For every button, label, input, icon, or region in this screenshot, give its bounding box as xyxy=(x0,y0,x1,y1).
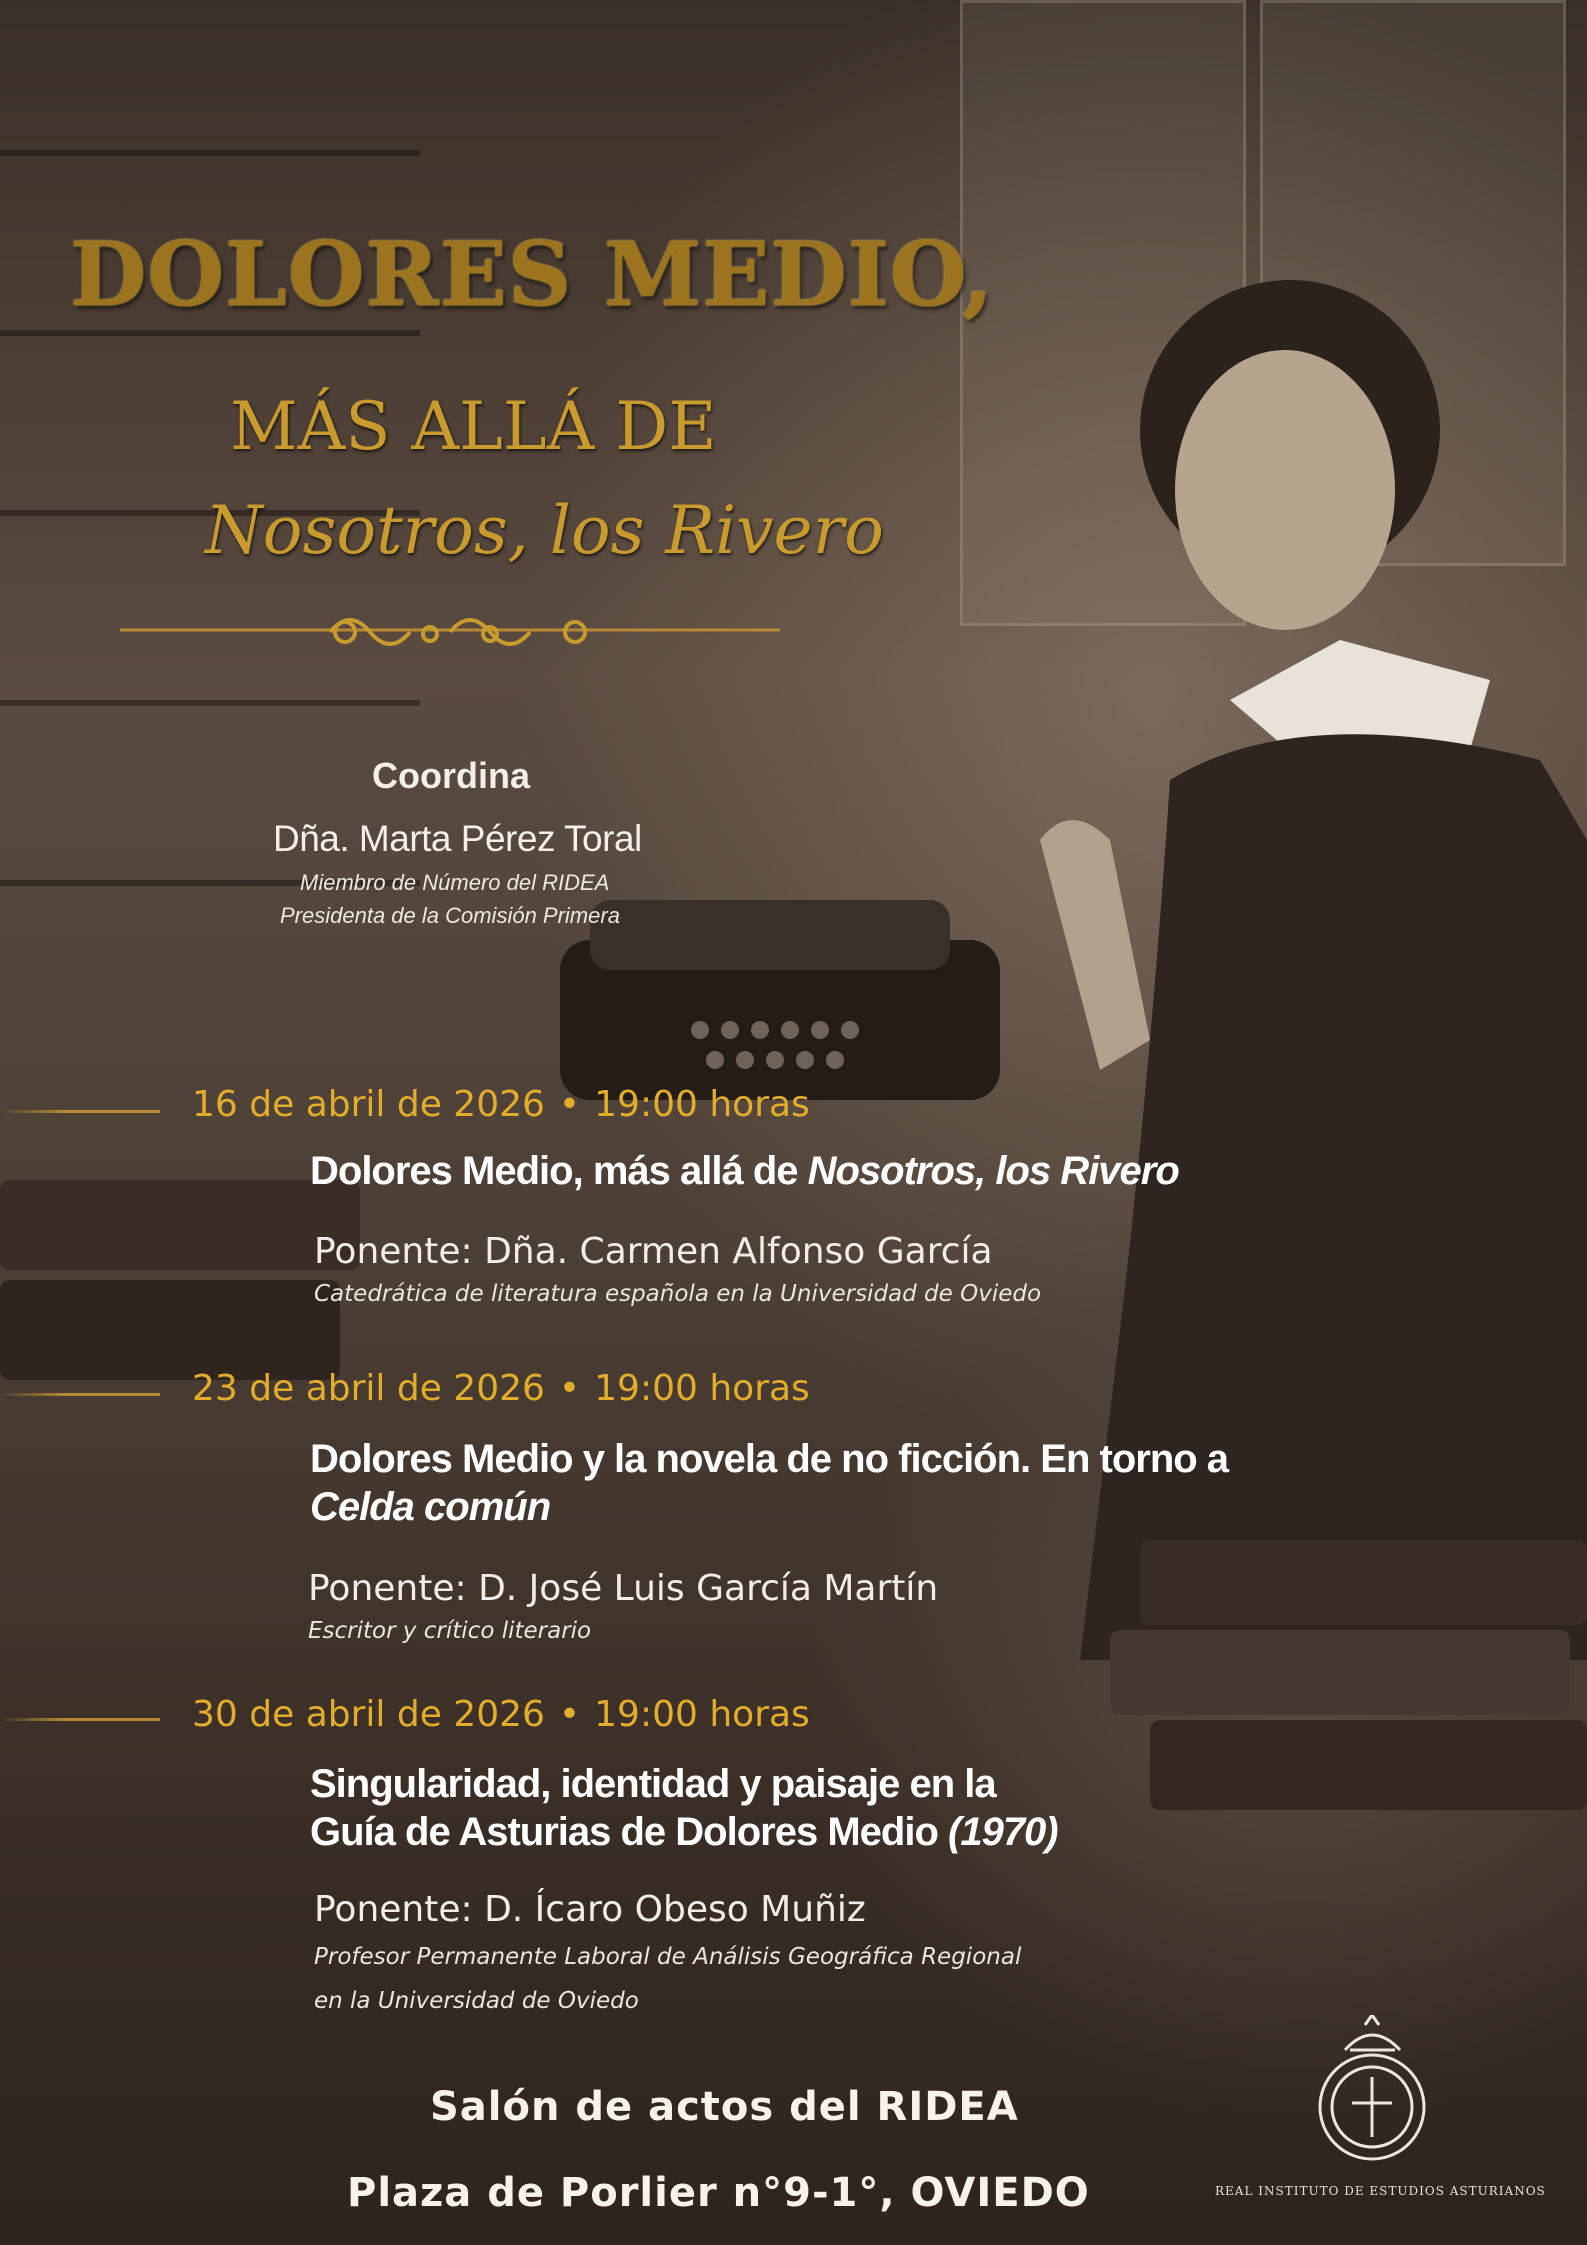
coordinator-role-1: Miembro de Número del RIDEA xyxy=(300,870,610,895)
logo-caption: REAL INSTITUTO DE ESTUDIOS ASTURIANOS xyxy=(1215,2184,1546,2198)
poster-subtitle-italic: Nosotros, los Rivero xyxy=(205,492,884,569)
coordination-label: Coordina xyxy=(372,755,530,796)
session-title-3: Singularidad, identidad y paisaje en la Guía de Asturias de Dolores Medio (1970) xyxy=(310,1762,1058,1854)
ridea-crest-icon xyxy=(1310,2015,1435,2165)
session-title-1: Dolores Medio, más allá de Nosotros, los Rivero xyxy=(310,1149,1179,1193)
poster-title: DOLORES MEDIO, xyxy=(70,222,994,326)
poster-subtitle: MÁS ALLÁ DE xyxy=(230,388,717,465)
session-speaker-role-3a: Profesor Permanente Laboral de Análisis Geográfica Regional xyxy=(314,1944,1022,1970)
stacked-books-image xyxy=(1090,1520,1587,1820)
session-speaker-2: Ponente: D. José Luis García Martín xyxy=(308,1568,939,1609)
coordinator-role-2: Presidenta de la Comisión Primera xyxy=(280,903,620,928)
session-date-1: 16 de abril de 2026 • 19:00 horas xyxy=(192,1084,810,1125)
session-speaker-role-3b: en la Universidad de Oviedo xyxy=(314,1988,639,2014)
venue-address: Plaza de Porlier n°9-1°, OVIEDO xyxy=(347,2170,1090,2216)
session-rule xyxy=(0,1393,160,1396)
session-speaker-3: Ponente: D. Ícaro Obeso Muñiz xyxy=(314,1889,866,1930)
session-rule xyxy=(0,1718,160,1721)
session-speaker-role-1: Catedrática de literatura española en la Universidad de Oviedo xyxy=(314,1281,1042,1307)
venue-name: Salón de actos del RIDEA xyxy=(430,2084,1019,2130)
session-speaker-1: Ponente: Dña. Carmen Alfonso García xyxy=(314,1231,993,1272)
session-title-2: Dolores Medio y la novela de no ficción. En torno a Celda común xyxy=(310,1437,1229,1529)
session-date-2: 23 de abril de 2026 • 19:00 horas xyxy=(192,1368,810,1409)
session-rule xyxy=(0,1110,160,1113)
coordinator-name: Dña. Marta Pérez Toral xyxy=(273,818,642,859)
session-date-3: 30 de abril de 2026 • 19:00 horas xyxy=(192,1694,810,1735)
ornament-divider-icon xyxy=(120,610,780,660)
session-speaker-role-2: Escritor y crítico literario xyxy=(308,1618,592,1644)
